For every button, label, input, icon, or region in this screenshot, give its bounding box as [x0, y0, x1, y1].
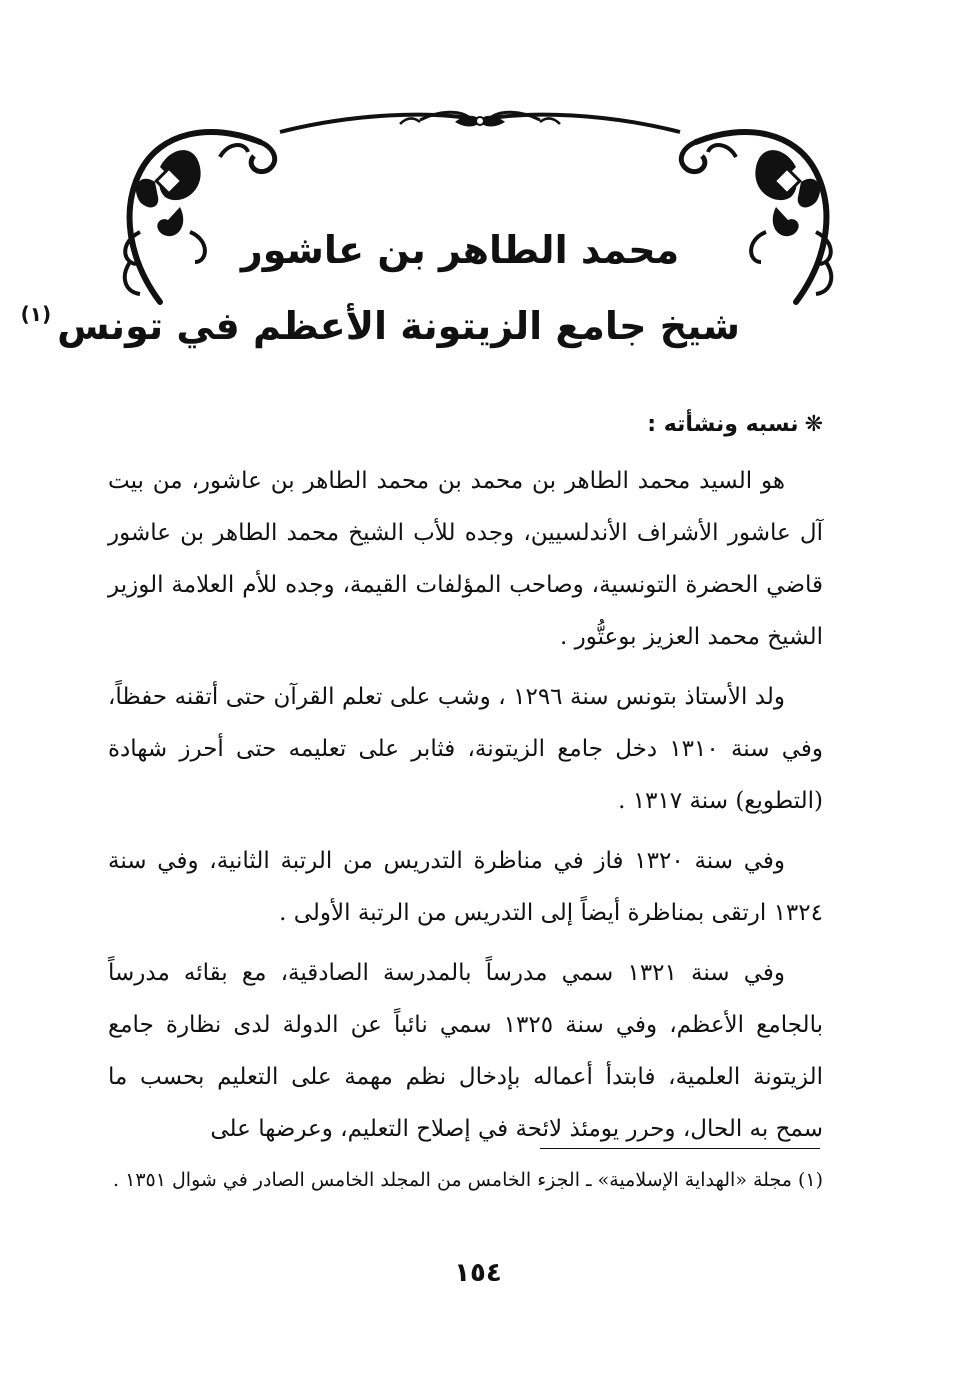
- paragraph-birth: ولد الأستاذ بتونس سنة ١٢٩٦ ، وشب على تعلم القرآن حتى أتقنه حفظاً، وفي سنة ١٣١٠ دخل جامع الزيتونة، فثابر على تعليمه حتى أحرز شهادة (التطويع) سنة ١٣١٧ .: [108, 684, 824, 814]
- title-subtitle-text: شيخ جامع الزيتونة الأعظم في تونس: [57, 304, 740, 348]
- bullet-star-icon: ❋: [804, 412, 823, 437]
- footnote-divider: [540, 1148, 820, 1149]
- page-number: ١٥٤: [454, 1258, 502, 1288]
- paragraph-teaching: وفي سنة ١٣٢١ سمي مدرساً بالمدرسة الصادقية، مع بقائه مدرساً بالجامع الأعظم، وفي سنة ١٣٢٥ سمي نائباً عن الدولة لدى نظارة جامع الزيتونة العلمية، فابتدأ أعماله بإدخال نظم مهمة على التعليم بحسب ما سمح به الحال، وحرر يومئذ لائحة في إصلاح التعليم، وعرضها على: [108, 960, 823, 1142]
- title-subtitle: [20, 282, 740, 358]
- footnote: (١) مجلة «الهداية الإسلامية» ـ الجزء الخامس من المجلد الخامس الصادر في شوال ١٣٥١ .: [113, 1169, 823, 1191]
- paragraph-lineage: هو السيد محمد الطاهر بن محمد بن محمد الطاهر بن عاشور، من بيت آل عاشور الأشراف الأندلسيين، وجده للأب الشيخ محمد الطاهر بن عاشور قاضي الحضرة التونسية، وصاحب المؤلفات القيمة، وجده للأم العلامة الوزير الشيخ محمد العزيز بوعتُّور .: [108, 468, 823, 650]
- top-scroll-ornament: [270, 100, 690, 140]
- section-heading-text: نسبه ونشأته :: [647, 412, 799, 437]
- paragraph-promotion: وفي سنة ١٣٢٠ فاز في مناظرة التدريس من الرتبة الثانية، وفي سنة ١٣٢٤ ارتقى بمناظرة أيضاً إلى التدريس من الرتبة الأولى .: [108, 848, 823, 926]
- title-name: محمد الطاهر بن عاشور: [240, 228, 680, 272]
- section-heading: [108, 405, 823, 445]
- title-footnote-marker: (١): [20, 302, 52, 326]
- page-body: [108, 405, 823, 1163]
- chapter-title: [20, 218, 740, 358]
